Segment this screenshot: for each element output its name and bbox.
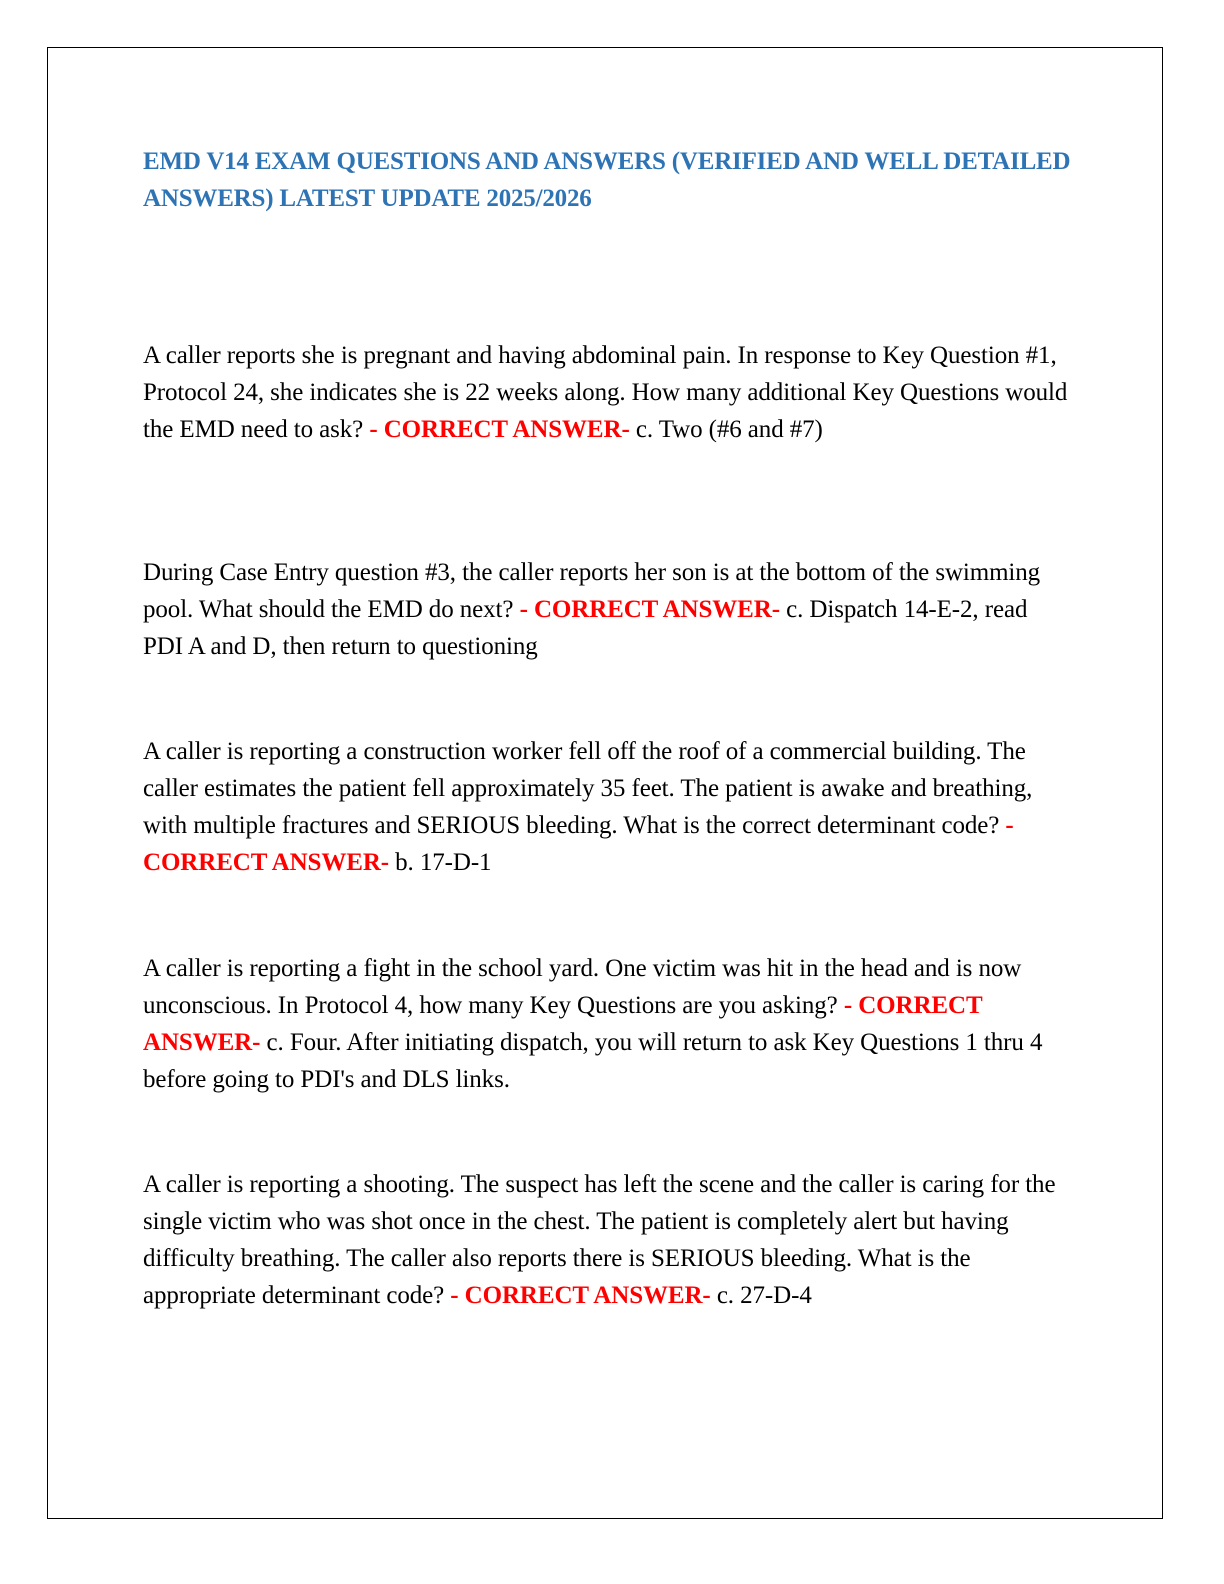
question-text: A caller is reporting a shooting. The suspect has left the scene and the caller is caring for the single victim who was shot once in the chest. The patient is completely alert but having difficulty breathing. The caller also reports there is SERIOUS bleeding. What is the appropriate determinant code?: [143, 1171, 1056, 1309]
document-title: EMD V14 EXAM QUESTIONS AND ANSWERS (VERIFIED AND WELL DETAILED ANSWERS) LATEST UPDATE 2025/2026: [143, 148, 1071, 212]
answer-text: c. 27-D-4: [716, 1282, 812, 1309]
correct-answer-marker: - CORRECT ANSWER-: [369, 416, 630, 443]
qa-item: [143, 554, 1073, 665]
correct-answer-marker: - CORRECT ANSWER-: [143, 812, 1014, 876]
correct-answer-marker: - CORRECT ANSWER-: [519, 596, 780, 623]
correct-answer-marker: - CORRECT ANSWER-: [143, 992, 983, 1056]
qa-item: [143, 950, 1073, 1098]
qa-item: [143, 733, 1073, 881]
qa-item: [143, 1166, 1073, 1314]
answer-text: c. Two (#6 and #7): [635, 416, 823, 443]
correct-answer-marker: - CORRECT ANSWER-: [450, 1282, 711, 1309]
question-text: A caller is reporting a fight in the school yard. One victim was hit in the head and is now unconscious. In Protocol 4, how many Key Questions are you asking?: [143, 955, 1022, 1019]
qa-item: [143, 337, 1073, 448]
question-text: During Case Entry question #3, the caller reports her son is at the bottom of the swimming pool. What should the EMD do next?: [143, 559, 1041, 623]
answer-text: c. Dispatch 14-E-2, read PDI A and D, then return to questioning: [143, 596, 1028, 660]
question-text: A caller reports she is pregnant and having abdominal pain. In response to Key Question #1, Protocol 24, she indicates she is 22 weeks along. How many additional Key Questions would the EMD need to ask?: [143, 342, 1068, 443]
answer-text: b. 17-D-1: [395, 849, 492, 876]
question-text: A caller is reporting a construction worker fell off the roof of a commercial building. The caller estimates the patient fell approximately 35 feet. The patient is awake and breathing, with multiple fractures and SERIOUS bleeding. What is the correct determinant code?: [143, 738, 1033, 839]
answer-text: c. Four. After initiating dispatch, you will return to ask Key Questions 1 thru 4 before going to PDI's and DLS links.: [143, 1029, 1043, 1093]
